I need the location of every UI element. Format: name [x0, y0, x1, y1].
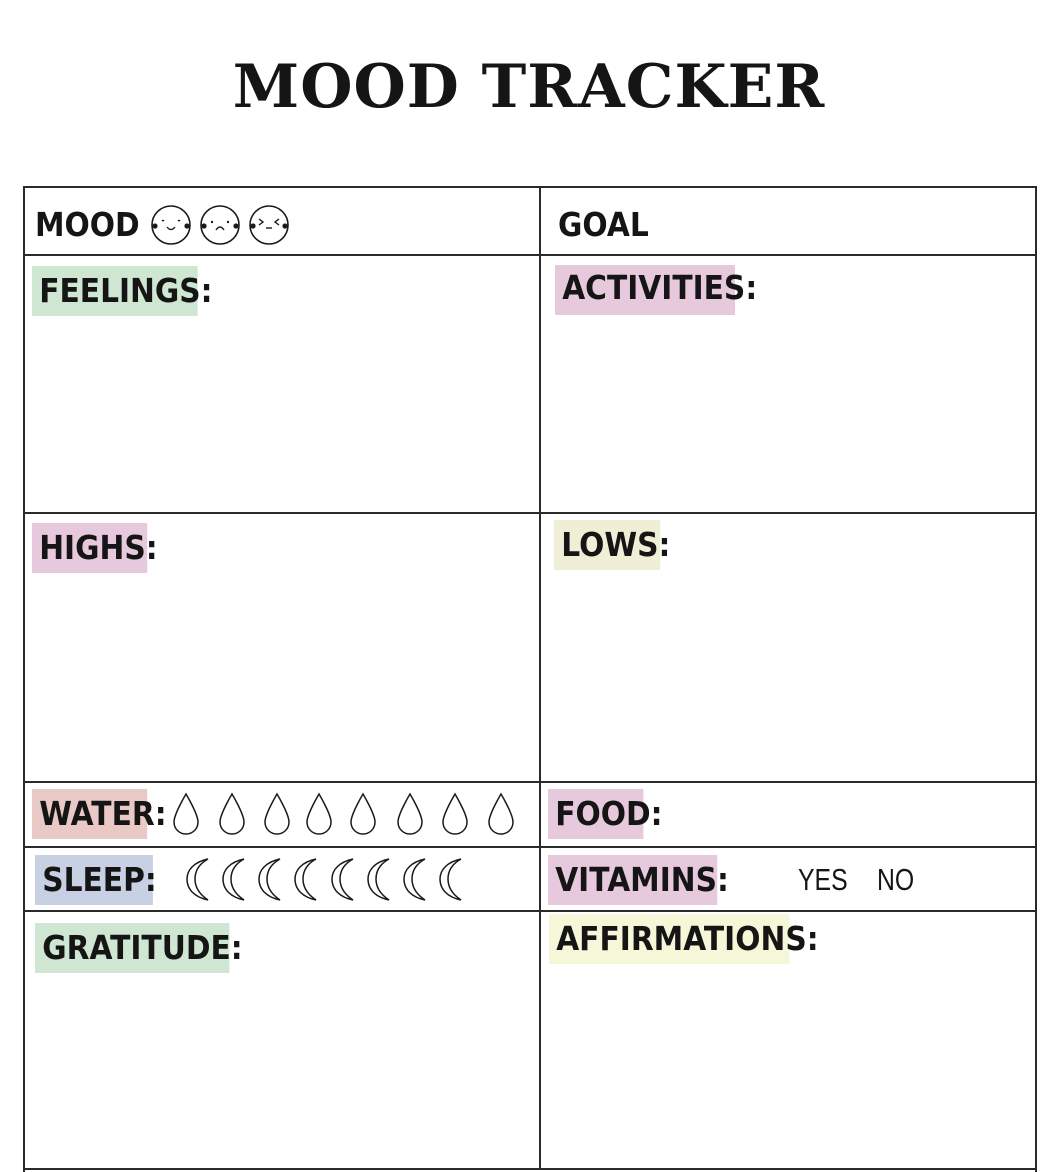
vitamins-no-option[interactable]: NO [877, 862, 915, 897]
water-drop-icon[interactable] [304, 792, 334, 836]
water-drop-icon[interactable] [262, 792, 292, 836]
grid-border-right [1035, 186, 1037, 1172]
grid-border-top [23, 186, 1037, 188]
crescent-moon-icon[interactable] [327, 856, 361, 902]
crescent-moon-icon[interactable] [399, 856, 433, 902]
sleep-label: SLEEP: [35, 855, 153, 905]
food-label: FOOD: [548, 789, 643, 839]
vitamins-label: VITAMINS: [548, 855, 717, 905]
water-drop-icon[interactable] [486, 792, 516, 836]
highs-label: HIGHS: [32, 523, 147, 573]
grid-border-left [23, 186, 25, 1172]
activities-label: ACTIVITIES: [555, 265, 735, 315]
mood-label: MOOD [35, 205, 140, 244]
crescent-moon-icon[interactable] [182, 856, 216, 902]
page-title: MOOD TRACKER [232, 52, 826, 122]
sad-face-icon[interactable] [199, 204, 241, 246]
grid-divider-row4 [23, 846, 1037, 848]
grid-divider-row3 [23, 781, 1037, 783]
lows-label: LOWS: [554, 520, 660, 570]
water-drop-icon[interactable] [395, 792, 425, 836]
crescent-moon-icon[interactable] [218, 856, 252, 902]
affirmations-label: AFFIRMATIONS: [549, 914, 789, 964]
crescent-moon-icon[interactable] [290, 856, 324, 902]
water-drop-icon[interactable] [348, 792, 378, 836]
grid-divider-row2 [23, 512, 1037, 514]
gratitude-label: GRATITUDE: [35, 923, 229, 973]
squint-face-icon[interactable] [248, 204, 290, 246]
water-drop-icon[interactable] [217, 792, 247, 836]
water-label: WATER: [32, 789, 147, 839]
goal-label: GOAL [558, 205, 649, 244]
water-drop-icon[interactable] [171, 792, 201, 836]
water-drop-icon[interactable] [440, 792, 470, 836]
crescent-moon-icon[interactable] [435, 856, 469, 902]
crescent-moon-icon[interactable] [254, 856, 288, 902]
grid-border-bottom [23, 1168, 1037, 1170]
grid-divider-row1 [23, 254, 1037, 256]
vitamins-yes-option[interactable]: YES [798, 862, 848, 897]
happy-face-icon[interactable] [150, 204, 192, 246]
feelings-label: FEELINGS: [32, 266, 198, 316]
grid-divider-row5 [23, 910, 1037, 912]
grid-divider-center [539, 186, 541, 1170]
crescent-moon-icon[interactable] [363, 856, 397, 902]
